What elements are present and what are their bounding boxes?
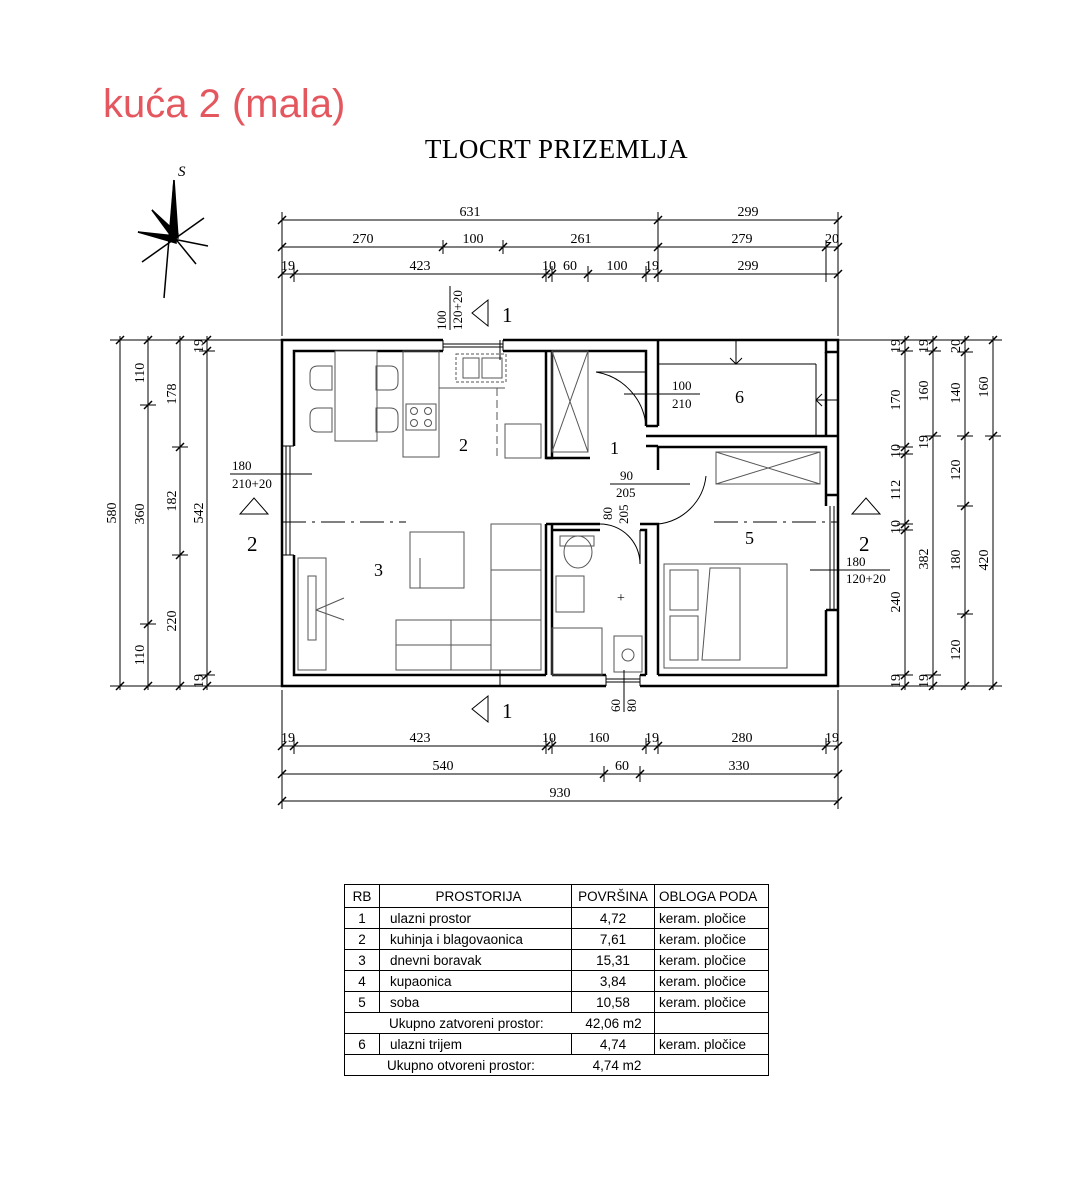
dim-top-100b: 100 xyxy=(606,259,628,274)
dim-right-140: 140 xyxy=(949,382,964,404)
window-right-height: 120+20 xyxy=(846,571,886,586)
room-door-width: 90 xyxy=(620,468,633,483)
room-number-5: 5 xyxy=(745,528,754,548)
dim-right-10a: 10 xyxy=(889,444,904,458)
compass-icon xyxy=(138,180,208,298)
dim-right-19a: 19 xyxy=(889,339,904,353)
porch-name: ulazni trijem xyxy=(380,1034,572,1055)
plan-title: TLOCRT PRIZEMLJA xyxy=(424,134,689,164)
svg-text:+: + xyxy=(617,591,625,606)
open-total-row xyxy=(345,1055,769,1076)
bath-door-width: 80 xyxy=(600,507,615,520)
dim-left-360: 360 xyxy=(133,503,148,525)
dim-left-110b: 110 xyxy=(133,644,148,666)
dim-bot-10: 10 xyxy=(542,731,556,746)
window-right-width: 180 xyxy=(846,554,866,569)
dim-bot-930: 930 xyxy=(549,786,571,801)
row-area: 10,58 xyxy=(572,992,655,1013)
open-total-value: 4,74 m2 xyxy=(592,1057,642,1073)
row-floor: keram. pločice xyxy=(655,929,769,950)
dim-right-19c: 19 xyxy=(917,339,932,353)
dim-left-19a: 19 xyxy=(192,339,207,353)
dim-right-10b: 10 xyxy=(889,520,904,534)
dim-top-20: 20 xyxy=(825,232,839,247)
table-row xyxy=(345,1034,769,1055)
row-area: 15,31 xyxy=(572,950,655,971)
porch-area: 4,74 xyxy=(572,1034,655,1055)
entry-door-height: 210 xyxy=(672,396,692,411)
room-number-1: 1 xyxy=(610,438,619,458)
dim-top-10: 10 xyxy=(542,259,556,274)
section-label-1-top: 1 xyxy=(502,303,513,327)
row-rb: 1 xyxy=(345,908,380,929)
table-row xyxy=(345,929,769,950)
row-area: 7,61 xyxy=(572,929,655,950)
window-top-width: 100 xyxy=(434,310,449,330)
dim-top-60: 60 xyxy=(563,259,577,274)
dim-top-631: 631 xyxy=(459,205,481,220)
row-name: kuhinja i blagovaonica xyxy=(380,929,572,950)
dim-top-299: 299 xyxy=(737,205,759,220)
porch-floor: keram. pločice xyxy=(655,1034,769,1055)
closed-total-row xyxy=(345,1013,769,1034)
dim-right-20: 20 xyxy=(949,339,964,353)
dim-right-180: 180 xyxy=(949,549,964,571)
dim-top-299b: 299 xyxy=(737,259,759,274)
table-row xyxy=(345,971,769,992)
dim-left-110a: 110 xyxy=(133,362,148,384)
room-number-2: 2 xyxy=(459,435,468,455)
dim-left-580: 580 xyxy=(105,502,120,524)
dim-left-19b: 19 xyxy=(192,674,207,688)
row-name: ulazni prostor xyxy=(380,908,572,929)
annotation-label: kuća 2 (mala) xyxy=(103,82,346,126)
dim-bot-160: 160 xyxy=(588,731,610,746)
room-number-3: 3 xyxy=(374,560,383,580)
dim-top-100: 100 xyxy=(462,232,484,247)
row-floor: keram. pločice xyxy=(655,992,769,1013)
dim-top-270: 270 xyxy=(352,232,374,247)
section-label-2-right: 2 xyxy=(859,532,870,556)
header-prostorija: PROSTORIJA xyxy=(380,885,572,908)
dim-right-420: 420 xyxy=(977,549,992,571)
dim-right-160a: 160 xyxy=(917,380,932,402)
porch-rb: 6 xyxy=(345,1034,380,1055)
dim-right-19e: 19 xyxy=(917,674,932,688)
dim-right-19d: 19 xyxy=(917,435,932,449)
row-rb: 5 xyxy=(345,992,380,1013)
dim-bot-19c: 19 xyxy=(825,731,839,746)
row-floor: keram. pločice xyxy=(655,908,769,929)
header-obloga: OBLOGA PODA xyxy=(655,885,769,908)
closed-total-value: 42,06 m2 xyxy=(585,1015,642,1031)
dim-top-423: 423 xyxy=(409,259,431,274)
row-rb: 2 xyxy=(345,929,380,950)
window-left-width: 180 xyxy=(232,458,252,473)
table-row xyxy=(345,908,769,929)
dim-top-261: 261 xyxy=(570,232,592,247)
dim-right-120a: 120 xyxy=(949,459,964,481)
dim-right-170: 170 xyxy=(889,389,904,411)
dim-bot-423: 423 xyxy=(409,731,431,746)
dim-left-182: 182 xyxy=(165,490,180,512)
bath-door-height: 205 xyxy=(616,504,631,524)
window-top-height: 120+20 xyxy=(450,290,465,330)
room-door-height: 205 xyxy=(616,485,636,500)
dim-right-160b: 160 xyxy=(977,376,992,398)
dim-bot-60: 60 xyxy=(615,759,629,774)
window-left-height: 210+20 xyxy=(232,476,272,491)
dim-right-382: 382 xyxy=(917,548,932,570)
room-number-6: 6 xyxy=(735,387,744,407)
dim-bot-330: 330 xyxy=(728,759,750,774)
section-label-1-bottom: 1 xyxy=(502,699,513,723)
row-area: 3,84 xyxy=(572,971,655,992)
dim-bot-540: 540 xyxy=(432,759,454,774)
entry-door-width: 100 xyxy=(672,378,692,393)
dim-bot-19b: 19 xyxy=(645,731,659,746)
row-rb: 4 xyxy=(345,971,380,992)
dim-top-19a: 19 xyxy=(281,259,295,274)
section-label-2-left: 2 xyxy=(247,532,258,556)
dim-top-19b: 19 xyxy=(645,259,659,274)
room-table xyxy=(344,884,769,1076)
dim-right-112: 112 xyxy=(889,479,904,501)
row-name: kupaonica xyxy=(380,971,572,992)
dim-right-240: 240 xyxy=(889,591,904,613)
dim-left-542: 542 xyxy=(192,502,207,524)
table-row xyxy=(345,992,769,1013)
dim-right-120b: 120 xyxy=(949,639,964,661)
row-area: 4,72 xyxy=(572,908,655,929)
dim-left-178: 178 xyxy=(165,383,180,405)
header-rb: RB xyxy=(345,885,380,908)
header-povrsina: POVRŠINA xyxy=(572,885,655,908)
row-name: dnevni boravak xyxy=(380,950,572,971)
table-row xyxy=(345,950,769,971)
dim-top-279: 279 xyxy=(731,232,753,247)
row-floor: keram. pločice xyxy=(655,971,769,992)
row-rb: 3 xyxy=(345,950,380,971)
dim-bot-280: 280 xyxy=(731,731,753,746)
row-name: soba xyxy=(380,992,572,1013)
closed-total-label: Ukupno zatvoreni prostor: xyxy=(389,1015,544,1031)
row-floor: keram. pločice xyxy=(655,950,769,971)
dim-right-19b: 19 xyxy=(889,674,904,688)
bath-window-height: 80 xyxy=(624,699,639,712)
open-total-label: Ukupno otvoreni prostor: xyxy=(387,1057,535,1073)
dim-left-220: 220 xyxy=(165,610,180,632)
compass-label: S xyxy=(178,164,186,180)
dim-bot-19a: 19 xyxy=(281,731,295,746)
bath-window-width: 60 xyxy=(608,699,623,712)
